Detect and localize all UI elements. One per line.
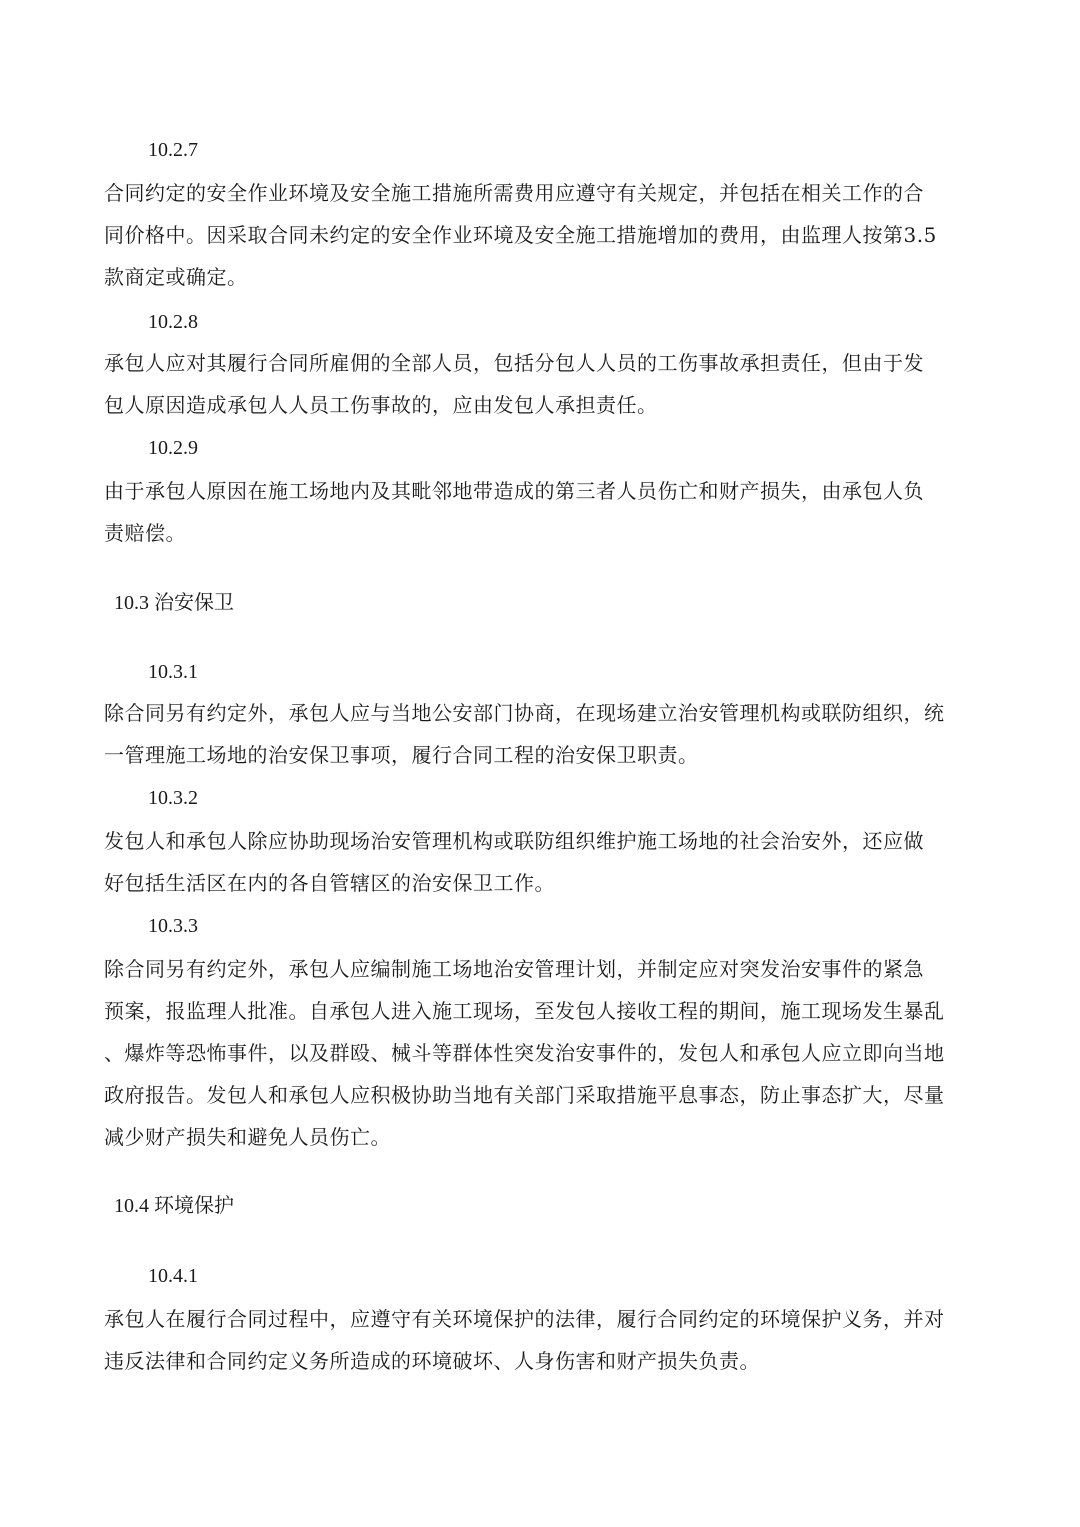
clause-number-10-2-9: 10.2.9 [148, 437, 198, 459]
text-line: 责赔偿。 [104, 521, 186, 545]
clause-number-10-3-3: 10.3.3 [148, 915, 198, 937]
section-heading-10-3: 10.3 治安保卫 [114, 592, 234, 614]
text-line: 预案，报监理人批准。自承包人进入施工现场，至发包人接收工程的期间，施工现场发生暴乱 [104, 999, 945, 1023]
text-line: 除合同另有约定外，承包人应与当地公安部门协商，在现场建立治安管理机构或联防组织，统 [104, 701, 945, 725]
text-line: 承包人在履行合同过程中，应遵守有关环境保护的法律，履行合同约定的环境保护义务，并对 [104, 1307, 945, 1331]
clause-number-10-2-7: 10.2.7 [148, 139, 198, 161]
clause-text-10-2-7 [104, 172, 976, 298]
text-line: 违反法律和合同约定义务所造成的环境破坏、人身伤害和财产损失负责。 [104, 1349, 760, 1373]
text-line: 款商定或确定。 [104, 265, 248, 289]
clause-text-10-3-2 [104, 820, 976, 904]
text-line: 包人原因造成承包人人员工伤事故的，应由发包人承担责任。 [104, 393, 658, 417]
text-line: 一管理施工场地的治安保卫事项，履行合同工程的治安保卫职责。 [104, 743, 699, 767]
clause-text-10-4-1 [104, 1298, 976, 1382]
clause-text-10-2-8 [104, 342, 976, 426]
text-line: 同价格中。因采取合同未约定的安全作业环境及安全施工措施增加的费用，由监理人按第3.5 [104, 223, 937, 247]
clause-text-10-2-9 [104, 470, 976, 554]
text-line: 合同约定的安全作业环境及安全施工措施所需费用应遵守有关规定，并包括在相关工作的合 [104, 181, 924, 205]
clause-text-10-3-3 [104, 948, 976, 1158]
clause-number-10-2-8: 10.2.8 [148, 311, 198, 333]
clause-number-10-4-1: 10.4.1 [148, 1265, 198, 1287]
text-line: 政府报告。发包人和承包人应积极协助当地有关部门采取措施平息事态，防止事态扩大，尽量 [104, 1083, 945, 1107]
text-line: 好包括生活区在内的各自管辖区的治安保卫工作。 [104, 871, 555, 895]
text-line: 除合同另有约定外，承包人应编制施工场地治安管理计划，并制定应对突发治安事件的紧急 [104, 957, 924, 981]
text-line: 、爆炸等恐怖事件，以及群殴、械斗等群体性突发治安事件的，发包人和承包人应立即向当地 [104, 1041, 945, 1065]
clause-number-10-3-1: 10.3.1 [148, 661, 198, 683]
text-line: 由于承包人原因在施工场地内及其毗邻地带造成的第三者人员伤亡和财产损失，由承包人负 [104, 479, 924, 503]
clause-number-10-3-2: 10.3.2 [148, 787, 198, 809]
text-line: 减少财产损失和避免人员伤亡。 [104, 1125, 391, 1149]
clause-text-10-3-1 [104, 692, 976, 776]
section-heading-10-4: 10.4 环境保护 [114, 1195, 234, 1217]
text-line: 发包人和承包人除应协助现场治安管理机构或联防组织维护施工场地的社会治安外，还应做 [104, 829, 924, 853]
text-line: 承包人应对其履行合同所雇佣的全部人员，包括分包人人员的工伤事故承担责任，但由于发 [104, 351, 924, 375]
